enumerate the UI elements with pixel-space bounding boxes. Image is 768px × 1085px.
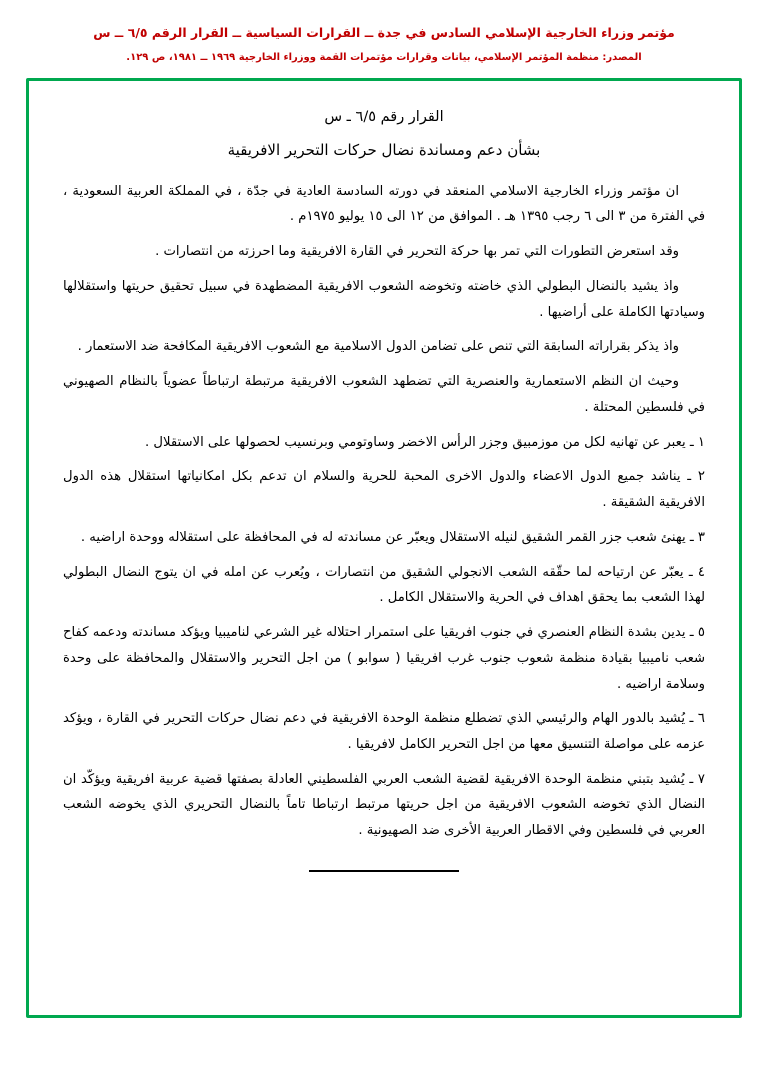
preamble-paragraph: وحيث ان النظم الاستعمارية والعنصرية التي تضطهد الشعوب الافريقية مرتبطة ارتباطاً عضوياً بالنظام الصهيوني في فلسطين المحتلة . (63, 374, 705, 415)
resolution-number: القرار رقم ٦/٥ ـ س (324, 108, 444, 125)
clause-item: ٦ ـ يُشيد بالدور الهام والرئيسي الذي تضطلع منظمة الوحدة الافريقية في دعم نضال حركات التحرير في القارة ، ويؤكد عزمه على مواصلة التنسيق معها من اجل التحرير الكامل لافريقيا . (63, 711, 705, 752)
document-header (26, 24, 742, 66)
preamble-paragraph: واذ يذكر بقراراته السابقة التي تنص على تضامن الدول الاسلامية مع الشعوب الافريقية المكافحة ضد الاستعمار . (77, 339, 679, 355)
preamble-paragraph: واذ يشيد بالنضال البطولي الذي خاضته وتخوضه الشعوب الافريقية المضطهدة في سبيل تحقيق حريتها واستقلالها وسيادتها الكاملة على أراضيها . (63, 278, 705, 320)
resolution-frame (26, 78, 742, 1018)
end-rule (309, 870, 459, 872)
preamble-paragraph: ان مؤتمر وزراء الخارجية الاسلامي المنعقد في دورته السادسة العادية في جدّة ، في المملكة العربية السعودية ، في الفترة من ٣ الى ٦ رجب ١٣٩٥ هـ . الموافق من ١٢ الى ١٥ يوليو ١٩٧٥م . (63, 183, 705, 225)
preamble-paragraph: وقد استعرض التطورات التي تمر بها حركة التحرير في القارة الافريقية وما احرزته من انتصارات . (155, 244, 679, 260)
clause-item: ٧ ـ يُشيد بتبني منظمة الوحدة الافريقية لقضية الشعب العربي الفلسطيني العادلة بصفتها قضية عربية افريقية ويؤكّد ان النضال الذي تخوضه الشعوب الافريقية من اجل حريتها مرتبط ارتباطا تاماً بالنضال التحريري الذي يخوضه الشعب العربي في فلسطين وفي الاقطار العربية الأخرى ضد الصهيونية . (63, 771, 705, 839)
header-title: مؤتمر وزراء الخارجية الإسلامي السادس في جدة ــ القرارات السياسية ــ القرار الرقم ٦/٥ ــ س (93, 25, 675, 40)
clause-item: ١ ـ يعبر عن تهانيه لكل من موزمبيق وجزر الرأس الاخضر وساوتومي وبرنسيب لحصولها على الاستقلال . (145, 434, 705, 450)
clause-item: ٤ ـ يعبّر عن ارتياحه لما حقّقه الشعب الانجولي الشقيق من انتصارات ، ويُعرب عن امله في ان يتوج النضال البطولي لهذا الشعب بما يحقق اهداف في الحرية والاستقلال الكامل . (63, 564, 705, 606)
clause-item: ٥ ـ يدين بشدة النظام العنصري في جنوب افريقيا على استمرار احتلاله غير الشرعي لناميبيا ويؤكد مساندته ودعمه كفاح شعب ناميبيا بقيادة منظمة شعوب جنوب غرب افريقيا ( سوابو ) من اجل التحرير والاستقلال والمحافظة على وحدة وسلامة اراضيه . (63, 625, 705, 692)
clause-item: ٣ ـ يهنئ شعب جزر القمر الشقيق لنيله الاستقلال ويعبّر عن مساندته له في المحافظة على استقلاله ووحدة اراضيه . (80, 529, 705, 545)
header-source: المصدر: منظمة المؤتمر الإسلامي، بيانات وقرارات مؤتمرات القمة ووزراء الخارجية ١٩٦٩ ــ ١٩٨١، ص ١٢٩. (126, 51, 642, 63)
resolution-subject: بشأن دعم ومساندة نضال حركات التحرير الافريقية (227, 140, 541, 159)
clause-item: ٢ ـ يناشد جميع الدول الاعضاء والدول الاخرى المحبة للحرية والسلام ان تدعم بكل امكانياتها استقلال هذه الدول الافريقية الشقيقة . (63, 469, 705, 511)
end-rule-container (63, 870, 705, 872)
